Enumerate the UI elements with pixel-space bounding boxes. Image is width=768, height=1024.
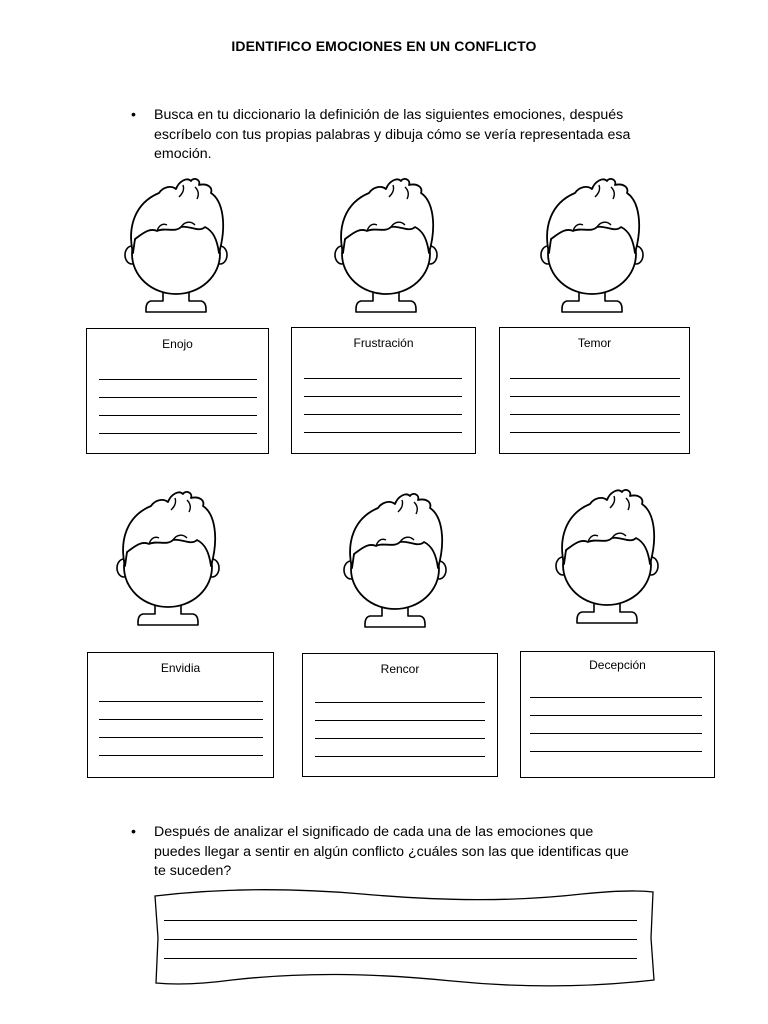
question-bullet [131,823,671,883]
instruction-line-2: escríbelo con tus propias palabras y dibuja cómo se vería representada esa [154,126,631,143]
answer-line[interactable] [99,433,257,434]
emotion-label: Temor [577,336,612,350]
answer-line[interactable] [164,939,637,940]
instruction-line-3: emoción. [154,146,212,162]
bullet-dot: • [131,824,136,840]
answer-line[interactable] [315,738,485,739]
answer-line[interactable] [164,958,637,959]
answer-line[interactable] [510,396,680,397]
answer-line[interactable] [304,378,462,379]
emotion-label: Rencor [380,662,420,676]
answer-line[interactable] [304,432,462,433]
answer-line[interactable] [99,397,257,398]
emotion-label: Decepción [589,658,646,672]
emotion-label: Envidia [160,661,201,675]
answer-line[interactable] [99,379,257,380]
emotion-label: Frustración [353,336,414,350]
instruction-line-1: Busca en tu diccionario la definición de las siguientes emociones, después [154,107,624,123]
emotion-box-enojo [86,328,269,454]
blank-face-outline-icon [552,486,662,626]
answer-line[interactable] [99,701,263,702]
answer-line[interactable] [315,702,485,703]
answer-line[interactable] [99,719,263,720]
answer-line[interactable] [510,414,680,415]
blank-face-outline-icon [340,490,450,630]
answer-line[interactable] [530,697,702,698]
blank-face-outline-icon [113,488,223,628]
bullet-dot: • [131,107,136,123]
question-line-1: Después de analizar el significado de cada una de las emociones que [154,824,594,840]
emotion-box-frustracion [291,327,476,454]
worksheet-title: IDENTIFICO EMOCIONES EN UN CONFLICTO [231,38,537,54]
blank-face-outline-icon [331,175,441,315]
answer-line[interactable] [99,737,263,738]
answer-line[interactable] [530,733,702,734]
emotion-box-decepcion [520,651,715,778]
answer-line[interactable] [304,414,462,415]
answer-line[interactable] [315,756,485,757]
answer-line[interactable] [304,396,462,397]
answer-line[interactable] [530,715,702,716]
emotion-box-rencor [302,653,498,777]
answer-line[interactable] [99,755,263,756]
emotion-label: Enojo [162,337,193,351]
answer-line[interactable] [164,920,637,921]
answer-line[interactable] [530,751,702,752]
answer-line[interactable] [99,415,257,416]
question-line-3: te suceden? [154,863,232,879]
emotion-box-envidia [87,652,274,778]
question-line-2: puedes llegar a sentir en algún conflicto ¿cuáles son las que identificas que [154,843,629,860]
blank-face-outline-icon [121,175,231,315]
answer-box [152,888,657,988]
answer-line[interactable] [510,378,680,379]
blank-face-outline-icon [537,175,647,315]
instruction-bullet [131,106,671,166]
answer-line[interactable] [510,432,680,433]
emotion-box-temor [499,327,690,454]
answer-line[interactable] [315,720,485,721]
